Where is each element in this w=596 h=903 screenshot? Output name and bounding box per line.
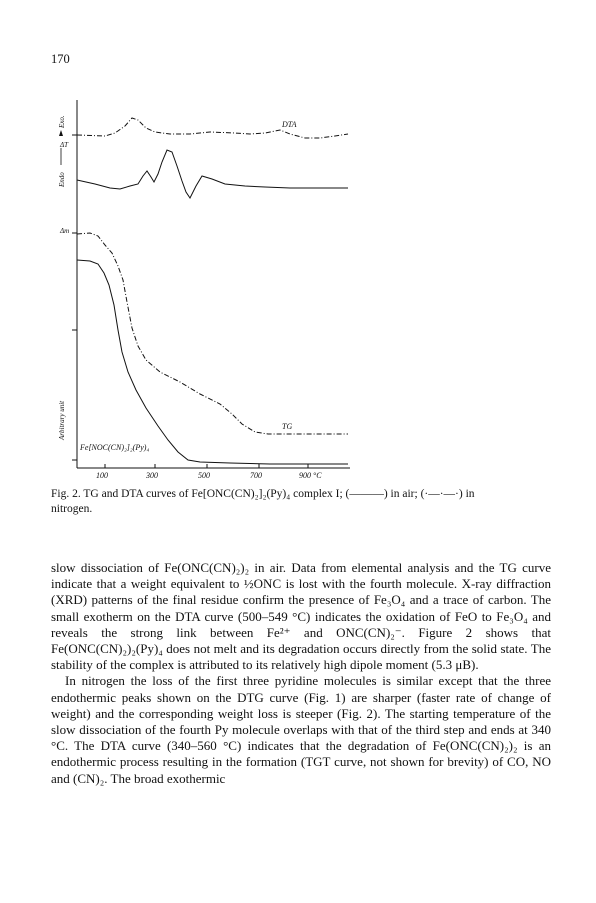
figure-caption	[51, 487, 551, 517]
dta-curve-label: DTA	[282, 120, 297, 129]
arbitrary-unit-label: Arbitrary unit	[58, 400, 66, 440]
delta-t-label: ΔT	[60, 141, 69, 149]
figure-plot	[50, 90, 360, 480]
paragraph-1: slow dissociation of Fe(ONC(CN)₂)₂ in air. Data from elemental analysis and the TG curve indicate that a weight equivalent to ½ONC is lost with the fourth molecule. X-ray diffraction (XRD) patterns of the final residue confirm the presence of Fe₃O₄ and a trace of carbon. The small exotherm on the DTA curve (500–549 °C) indicates the oxidation of FeO to Fe₃O₄ and reveals the strong link between Fe²⁺ and ONC(CN)₂⁻. Figure 2 shows that Fe(ONC(CN)₂)₂(Py)₄ does not melt and its degradation occurs directly from the solid state. The stability of the complex is attributed to its relatively high dipole moment (5.3 μB).	[51, 560, 551, 673]
exo-label: Exo.	[58, 115, 66, 128]
x-tick-label: 100	[96, 471, 108, 480]
x-tick-label: 300	[146, 471, 158, 480]
dta-curve-nitrogen	[77, 118, 348, 138]
delta-m-label: Δm	[60, 227, 70, 235]
compound-label: Fe[NOC(CN)₂]₂(Py)₄	[80, 443, 150, 452]
paragraph-2: In nitrogen the loss of the first three pyridine molecules is similar except that the three endothermic peaks shown on the DTG curve (Fig. 1) are sharper (faster rate of change of weight) and the corresponding weight loss is steeper (Fig. 2). The starting temperature of the slow dissociation of the fourth Py molecule overlaps with that of the third step and ends at 340 °C. The DTA curve (340–560 °C) indicates that the degradation of Fe(ONC(CN)₂)₂ is an endothermic process resulting in the formation (TGT curve, not shown for brevity) of CO, NO and (CN)₂. The broad exothermic	[51, 673, 551, 786]
caption-line-1: Fig. 2. TG and DTA curves of Fe[ONC(CN)₂]₂(Py)₄ complex I; (———) in air; (·—·—·) in	[51, 488, 475, 500]
dta-curve-air	[77, 150, 348, 198]
body-text	[51, 560, 551, 787]
caption-line-2: nitrogen.	[51, 503, 93, 515]
figure-tg-dta	[50, 90, 360, 480]
endo-label: Endo	[58, 172, 66, 187]
exo-arrow-head	[59, 130, 63, 136]
tg-curve-nitrogen	[77, 233, 348, 434]
tg-curve-label: TG	[282, 422, 293, 431]
x-tick-label: 900 °C	[299, 471, 322, 480]
page-number: 170	[51, 52, 70, 66]
x-tick-label: 500	[198, 471, 210, 480]
tg-curve-air	[77, 260, 348, 464]
x-tick-label: 700	[250, 471, 262, 480]
